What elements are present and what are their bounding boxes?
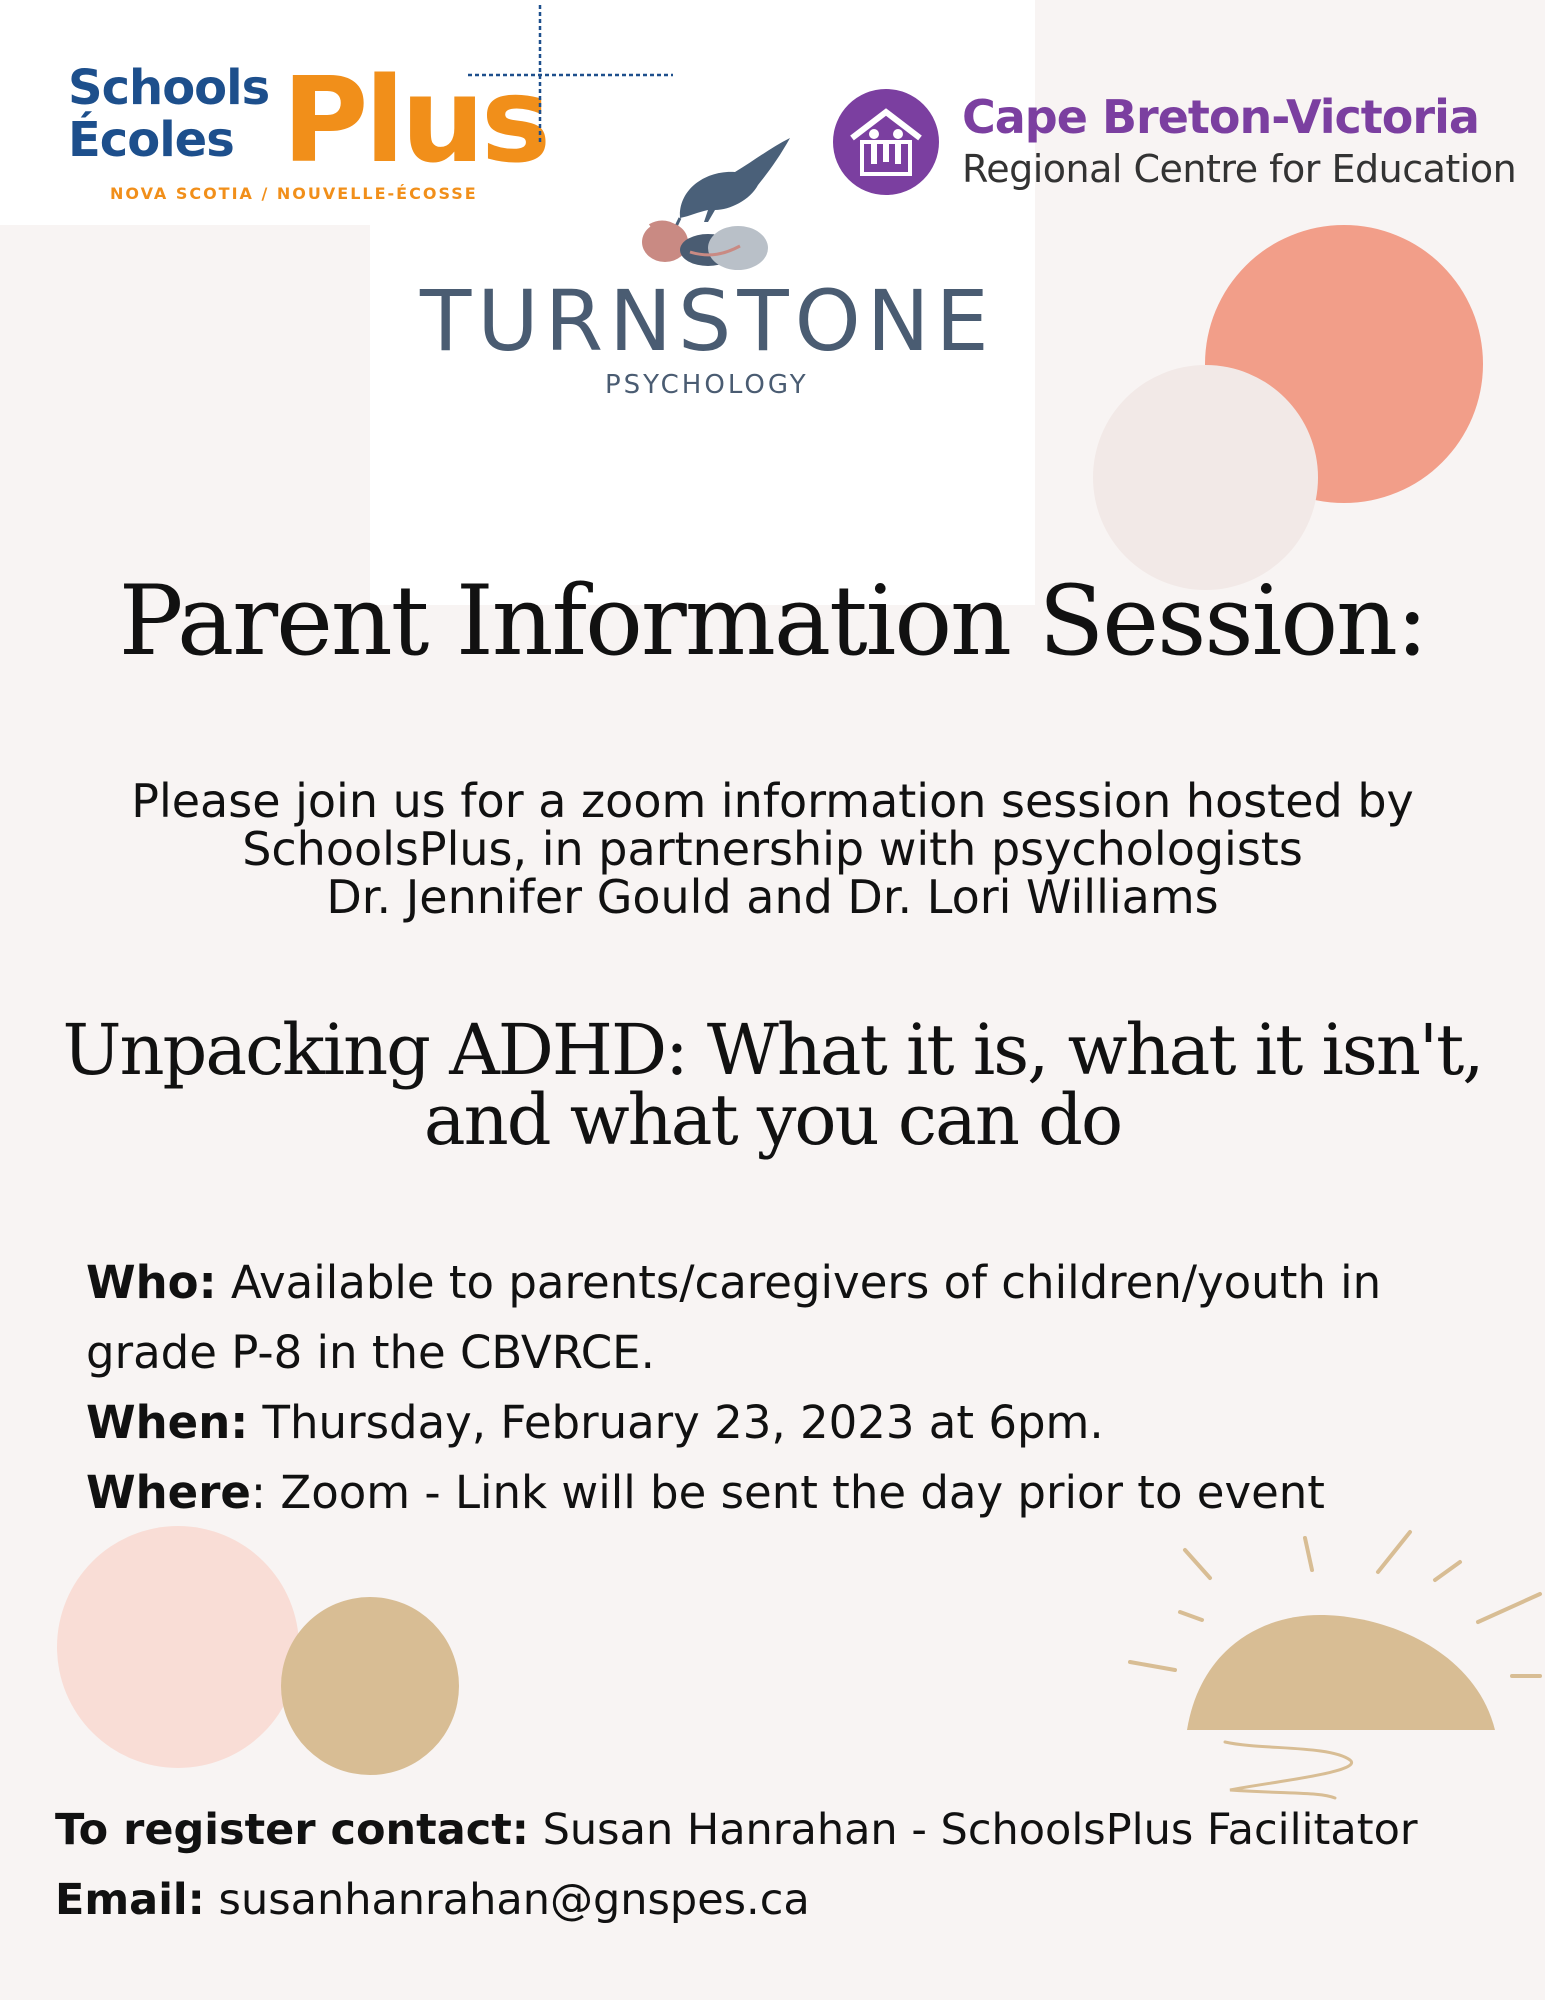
when-row — [86, 1388, 1506, 1458]
intro-line-3: Dr. Jennifer Gould and Dr. Lori Williams — [326, 870, 1219, 924]
when-label: When: — [86, 1396, 249, 1449]
schoolsplus-word-fr: Écoles — [68, 112, 234, 168]
turnstone-sub: PSYCHOLOGY — [605, 370, 809, 400]
turnstone-name: TURNSTONE — [420, 272, 995, 370]
topic-line-2: and what you can do — [423, 1079, 1122, 1161]
where-label: Where — [86, 1466, 251, 1519]
cbvrce-subtitle: Regional Centre for Education — [962, 147, 1517, 191]
who-row-cont — [86, 1318, 1506, 1388]
cbvrce-title: Cape Breton-Victoria — [962, 90, 1479, 144]
intro-paragraph — [0, 774, 1545, 924]
turnstone-bird-icon — [620, 130, 820, 270]
contact-block — [55, 1795, 1505, 1935]
when-text: Thursday, February 23, 2023 at 6pm. — [248, 1396, 1104, 1449]
who-text-cont: grade P-8 in the CBVRCE. — [86, 1326, 655, 1379]
decor-circle-tan — [281, 1597, 459, 1775]
session-topic — [0, 1009, 1545, 1161]
where-text: : Zoom - Link will be sent the day prior to event — [250, 1466, 1325, 1519]
decor-circle-blush — [57, 1526, 299, 1768]
where-row — [86, 1458, 1506, 1528]
email-label: Email: — [55, 1875, 205, 1925]
page-title — [0, 565, 1545, 677]
schoolsplus-region: NOVA SCOTIA / NOUVELLE-ÉCOSSE — [110, 184, 478, 203]
decor-circle-light — [1093, 365, 1318, 590]
schoolsplus-word-en: Schools — [68, 60, 270, 116]
turnstone-logo — [420, 130, 1000, 410]
sun-icon — [1120, 1520, 1545, 1800]
who-label: Who: — [86, 1256, 217, 1309]
session-details — [86, 1248, 1506, 1528]
topic-line-1: Unpacking ADHD: What it is, what it isn't, — [62, 1009, 1483, 1091]
intro-line-1: Please join us for a zoom information session hosted by — [131, 774, 1414, 828]
schoolsplus-plus: Plus — [282, 51, 548, 189]
who-text: Available to parents/caregivers of children/youth in — [216, 1256, 1382, 1309]
intro-line-2: SchoolsPlus, in partnership with psychologists — [242, 822, 1303, 876]
register-row — [55, 1795, 1505, 1865]
who-row — [86, 1248, 1506, 1318]
page-title-text: Parent Information Session: — [118, 565, 1427, 677]
email-row — [55, 1865, 1505, 1935]
register-text: Susan Hanrahan - SchoolsPlus Facilitator — [528, 1805, 1418, 1855]
register-label: To register contact: — [55, 1805, 529, 1855]
email-link[interactable]: susanhanrahan@gnspes.ca — [204, 1875, 810, 1925]
